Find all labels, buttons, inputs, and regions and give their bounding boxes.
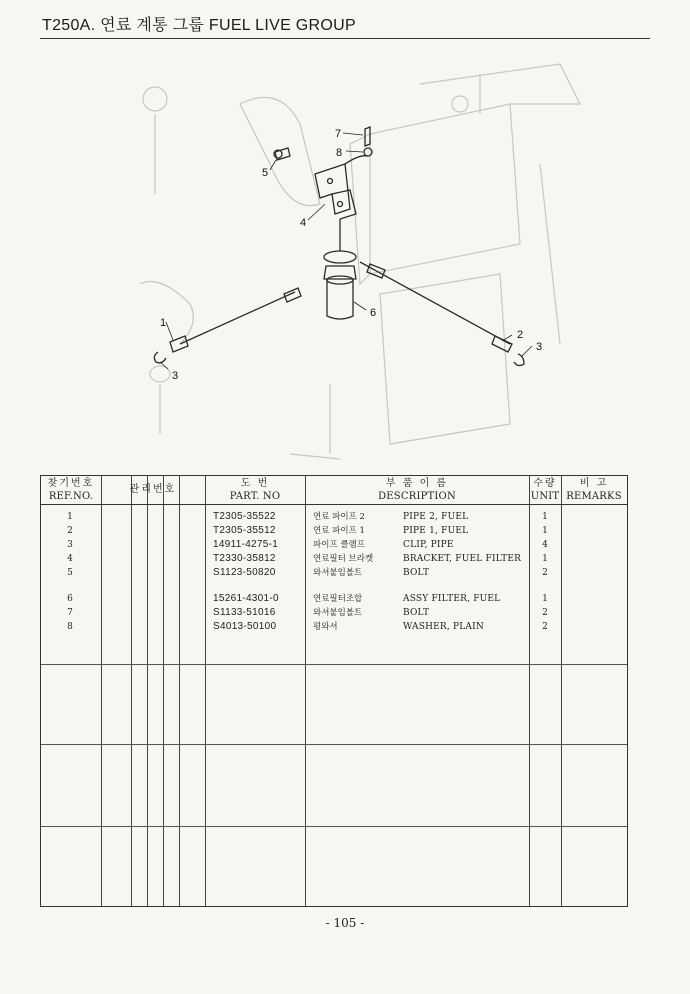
callout-3-left: 3 [172, 370, 179, 382]
fuel-system-drawing [40, 44, 650, 474]
exploded-parts-diagram [40, 44, 650, 474]
callout-4: 4 [300, 217, 307, 229]
callout-7: 7 [335, 128, 342, 140]
header-ref-no: 찾기번호 REF.NO. [47, 478, 95, 502]
bracket-part [315, 164, 350, 214]
header-remarks: 비 고 REMARKS [566, 478, 622, 502]
header-description: 부 품 이 름 DESCRIPTION [378, 478, 456, 502]
parts-list-table: 찾기번호 REF.NO. 관리번호 도 번 PART. NO 부 품 이 름 DESCRIPTION 수량 UNIT 비 고 REMARKS 1 T2305-35522 연료 파이프 2 PIPE 2, FUEL 1 2 T2305-35512 연료 파이프 1 PIPE 1, FUEL 1 3 14911-4275-1 파이프 클램프 CLIP, PIPE 4 4 T2330-35812 연료필터 브라켓 BRACKET, FUEL FILTER 1 5 S1123-50820 와셔붙임볼트 BOLT 2 6 15261-4301-0 연료필터조합 ASSY FILTER, FUEL 1 7 S1133-51016 와셔붙임볼트 BOLT 2 8 S4013-50100 평와셔 WASHER, PLAIN 2 [40, 475, 628, 907]
callout-1: 1 [160, 317, 167, 329]
page-title: T250A. 연료 계통 그룹 FUEL LIVE GROUP [42, 17, 356, 34]
callout-6: 6 [370, 307, 377, 319]
header-part-no: 도 번 PART. NO [229, 478, 281, 502]
filter-body [327, 279, 353, 319]
title-divider [40, 38, 650, 39]
page-number: - 105 - [325, 916, 365, 930]
callout-3-right: 3 [536, 341, 543, 353]
fuel-pipe-1 [180, 292, 295, 344]
callout-2: 2 [517, 329, 524, 341]
callout-8: 8 [336, 147, 343, 159]
callout-5: 5 [262, 167, 269, 179]
header-unit: 수량 UNIT [530, 478, 560, 502]
header-management-no: 관리번호 [129, 484, 177, 495]
